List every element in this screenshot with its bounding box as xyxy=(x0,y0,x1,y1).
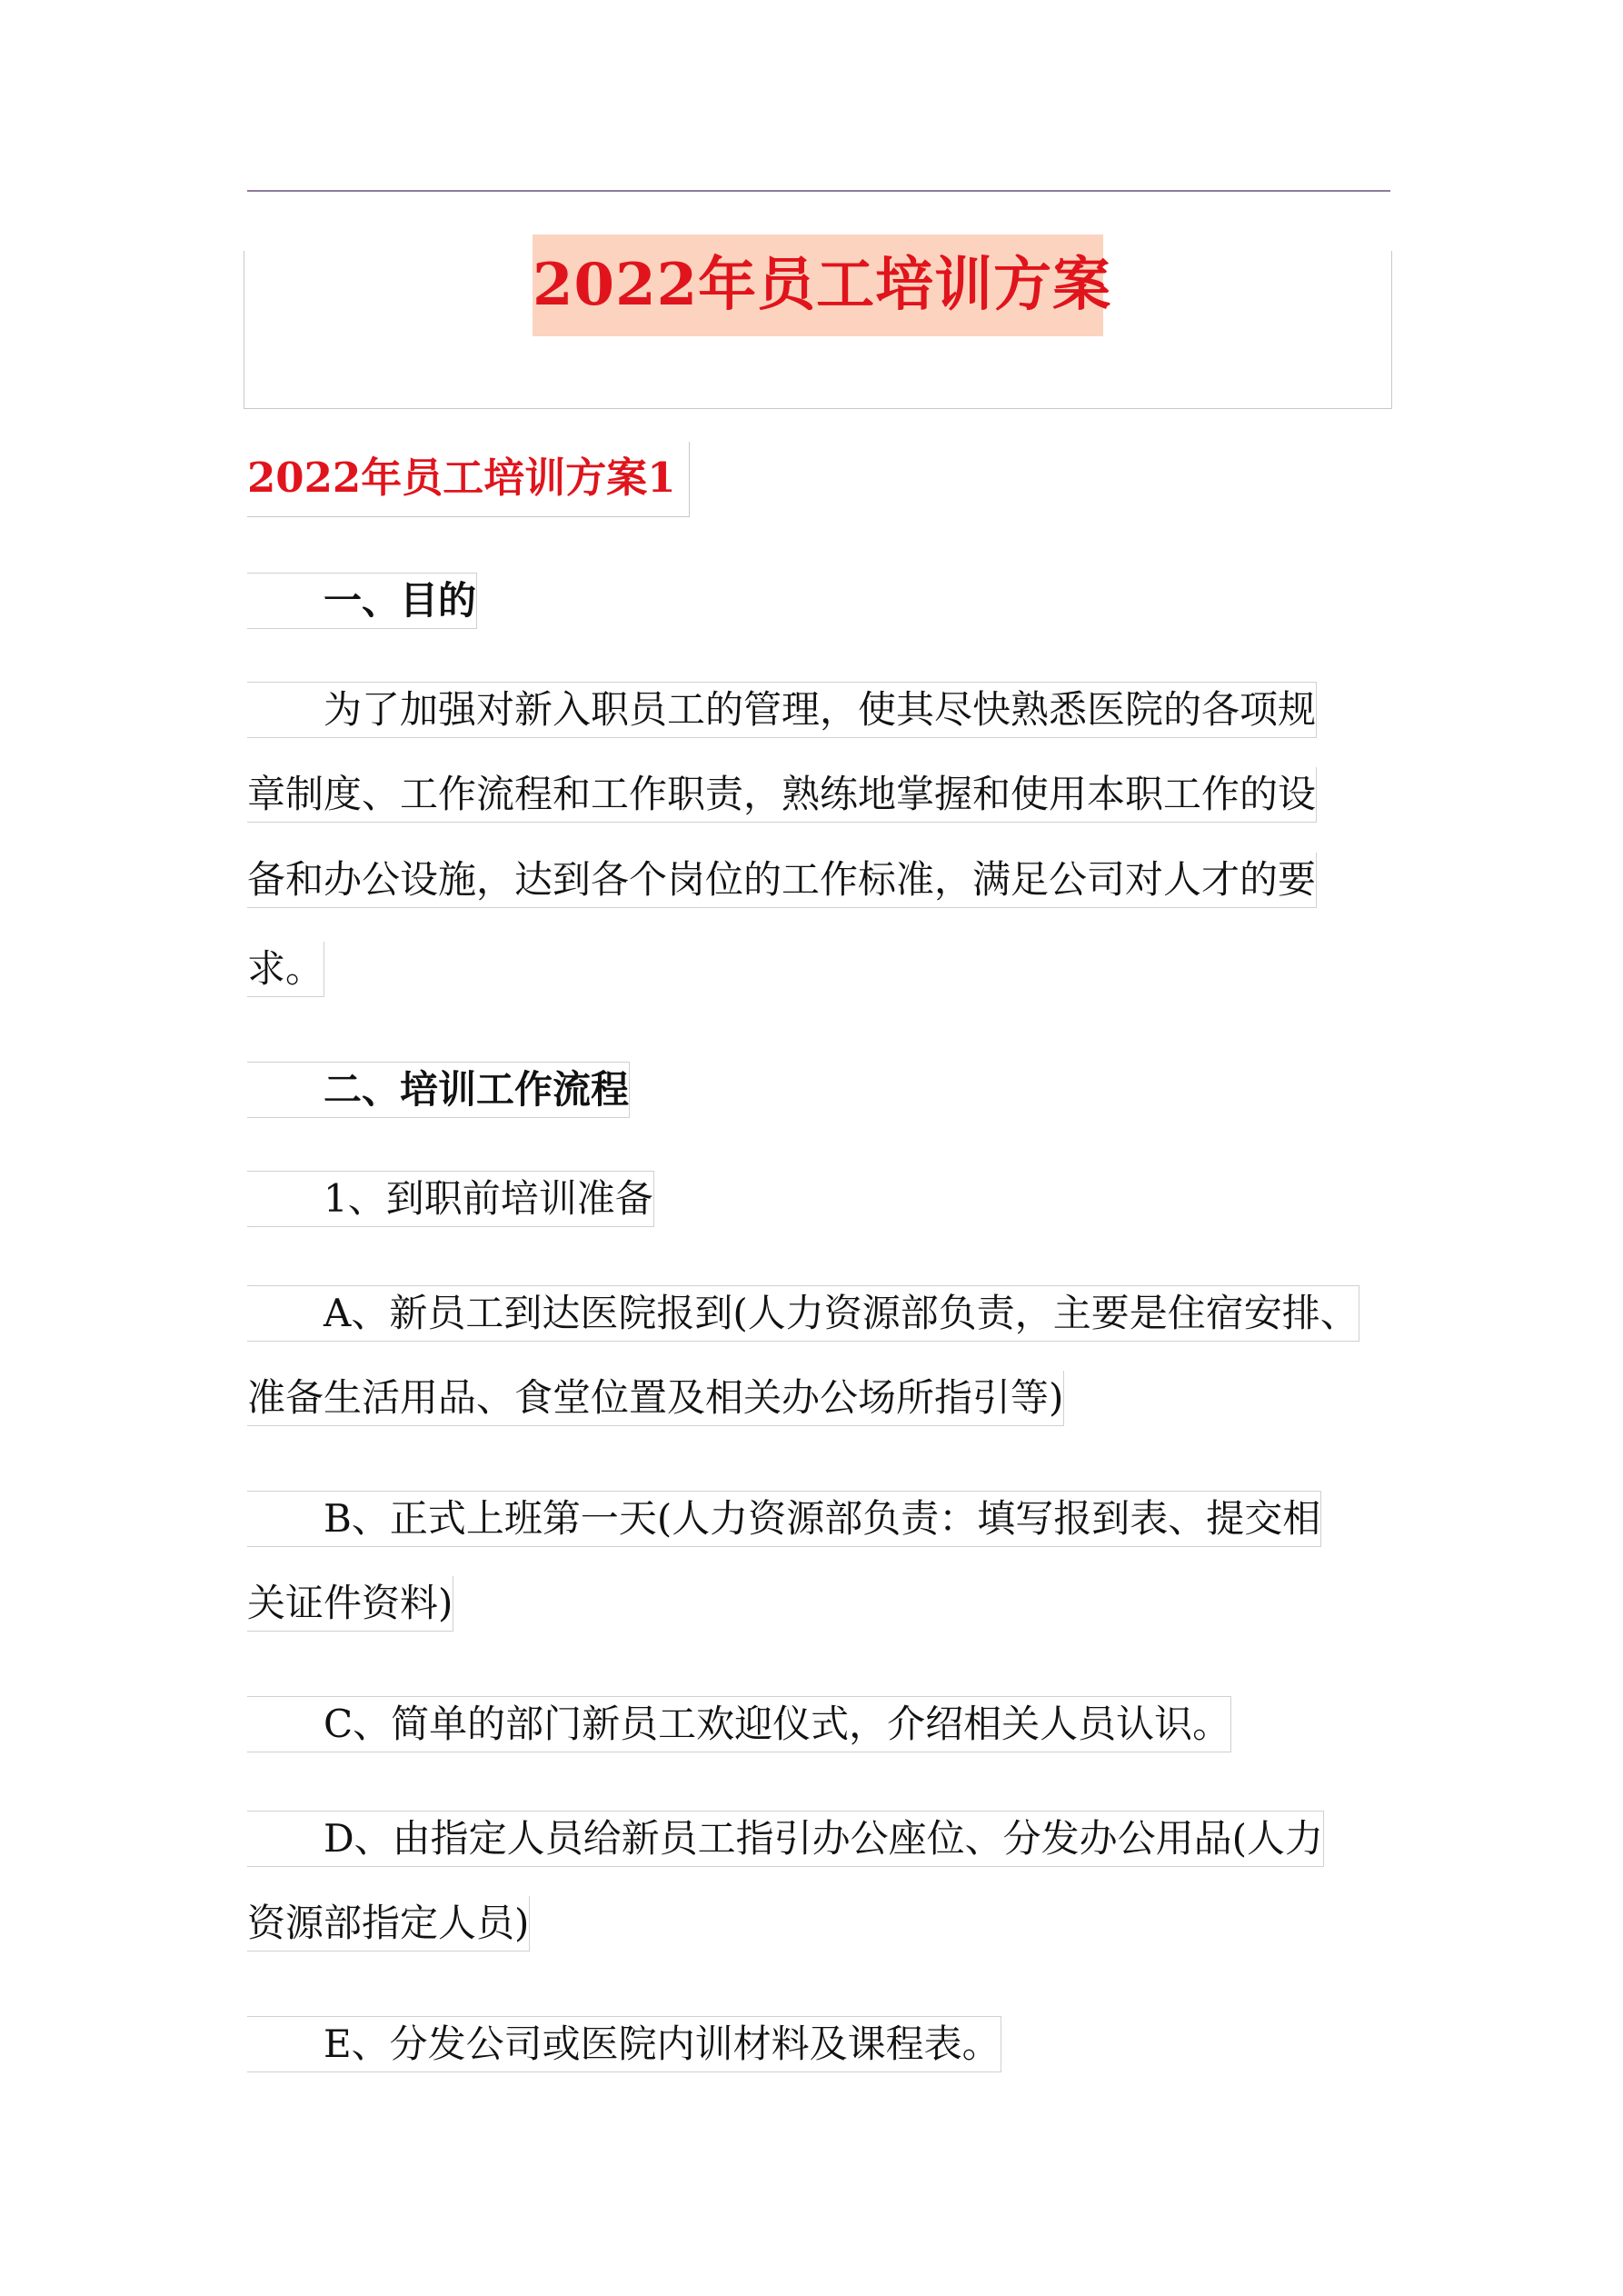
list-item-a: A、新员工到达医院报到(人力资源部负责，主要是住宿安排、 xyxy=(247,1285,1359,1342)
paragraph-line: 备和办公设施，达到各个岗位的工作标准，满足公司对人才的要 xyxy=(247,853,1317,908)
paragraph-line: 章制度、工作流程和工作职责，熟练地掌握和使用本职工作的设 xyxy=(247,767,1317,823)
header-rule xyxy=(247,190,1390,192)
document-title: 2022年员工培训方案 xyxy=(533,235,1103,336)
section-title: 2022年员工培训方案1 xyxy=(247,442,690,517)
paragraph-line: 为了加强对新入职员工的管理，使其尽快熟悉医院的各项规 xyxy=(247,682,1317,738)
list-item-c: C、简单的部门新员工欢迎仪式，介绍相关人员认识。 xyxy=(247,1696,1231,1752)
subheading-prep: 1、到职前培训准备 xyxy=(247,1171,654,1227)
list-item-b: B、正式上班第一天(人力资源部负责：填写报到表、提交相 xyxy=(247,1491,1321,1547)
heading-workflow: 二、培训工作流程 xyxy=(247,1062,630,1118)
heading-purpose: 一、目的 xyxy=(247,573,477,629)
list-item-d-cont: 资源部指定人员) xyxy=(247,1896,530,1952)
list-item-b-cont: 关证件资料) xyxy=(247,1576,453,1632)
list-item-e: E、分发公司或医院内训材料及课程表。 xyxy=(247,2016,1001,2072)
list-item-a-cont: 准备生活用品、食堂位置及相关办公场所指引等) xyxy=(247,1371,1064,1426)
list-item-d: D、由指定人员给新员工指引办公座位、分发办公用品(人力 xyxy=(247,1811,1324,1867)
paragraph-line: 求。 xyxy=(247,942,324,997)
